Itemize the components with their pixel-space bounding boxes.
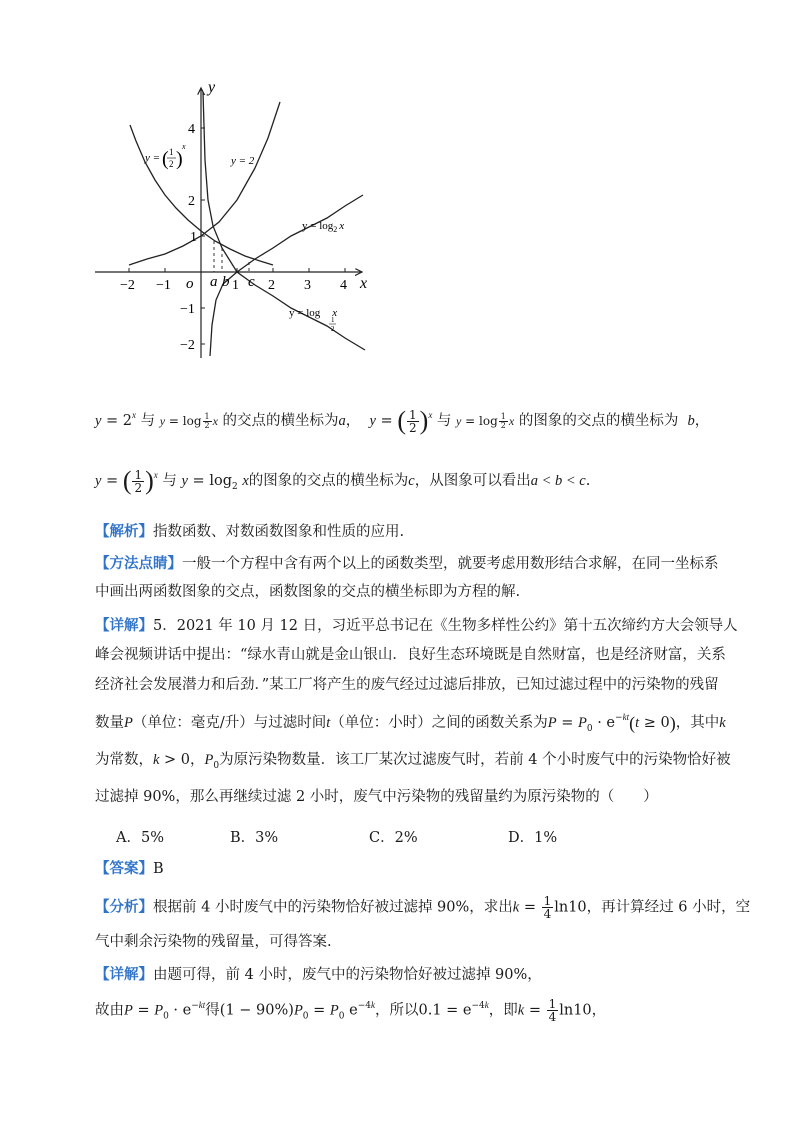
option-a[interactable]: A．5% <box>116 830 164 846</box>
y-tick-neg1: −1 <box>180 302 195 317</box>
detail-line-1: 【详解】由题可得，前 4 小时，废气中的污染物恰好被过滤掉 90%， <box>95 966 542 983</box>
y-tick-4: 4 <box>188 122 195 137</box>
y-axis-label: y <box>208 79 216 96</box>
mark-b: b <box>222 274 230 290</box>
question5-line-1: 【详解】5．2021 年 10 月 12 日，习近平总书记在《生物多样性公约》第十五次缔约方大会领导人 <box>95 617 738 634</box>
label-loghalf-base-num: 1 <box>331 316 335 324</box>
x-tick-4: 4 <box>340 278 347 293</box>
label-loghalf: y = log x <box>289 307 338 319</box>
label-halfexp-lparen: ( <box>162 148 169 170</box>
analysis-line-2: 气中剩余污染物的残留量，可得答案. <box>95 934 332 950</box>
method-line-1: 【方法点睛】一般一个方程中含有两个以上的函数类型，就要考虑用数形结合求解，在同一坐标系 <box>95 555 719 572</box>
function-graph <box>0 0 794 400</box>
x-axis-label: x <box>360 275 368 292</box>
mark-a: a <box>210 274 218 290</box>
x-tick-neg1: −1 <box>156 278 171 293</box>
x-tick-3: 3 <box>304 278 311 293</box>
detail-line-2: 故由$P = P_0 \cdot e^{-kt}$得$(1 - 90\%)P_0 = P_0$ $e^{-4k}$，所以$0.1 = e^{-4k}$，即k = $\frac{1}{4}$ ln10， <box>95 997 607 1024</box>
label-halfexp: y = <box>145 152 161 164</box>
x-tick-neg2: −2 <box>120 278 135 293</box>
x-tick-2: 2 <box>268 278 275 293</box>
intersection-line-1: $y = 2^x$ 与 y = log $\frac{1}{2}$ x 的交点的横坐标为a， y = ( $\frac{1}{2}$ )$^x$ 与 y = log $\frac{1}{2}$ x 的图象的交点的横坐标为 b， <box>95 406 710 435</box>
question5-line-6: 过滤掉 90%，那么再继续过滤 2 小时，废气中污染物的残留量约为原污染物的（ ） <box>95 789 658 805</box>
question5-line-3: 经济社会发展潜力和后劲．”某工厂将产生的废气经过过滤后排放，已知过滤过程中的污染物的残留 <box>95 677 719 693</box>
y-tick-neg2: −2 <box>180 338 195 353</box>
x-tick-1: 1 <box>232 278 239 293</box>
question5-line-4: 数量P（单位：毫克/升）与过滤时间t（单位：小时）之间的函数关系为$P = P_0 \cdot e^{-kt}(t \ge 0)$，其中k <box>95 712 726 734</box>
question5-line-5: 为常数，k > 0，$P_0$为原污染物数量．该工厂某次过滤废气时，若前 4 个小时废气中的污染物恰好被 <box>95 752 731 771</box>
question5-line-2: 峰会视频讲话中提出：“绿水青山就是金山银山．良好生态环境既是自然财富，也是经济财富，关系 <box>95 647 726 663</box>
option-b[interactable]: B．3% <box>230 830 279 846</box>
label-halfexp-rparen: ) <box>176 148 183 170</box>
option-c[interactable]: C．2% <box>369 830 418 846</box>
y-tick-1: 1 <box>190 230 197 245</box>
analysis-line-1: 【分析】根据前 4 小时废气中的污染物恰好被过滤掉 90%，求出k = $\frac{1}{4}$ ln10，再计算经过 6 小时，空 <box>95 894 751 921</box>
label-exp2: y = 2 <box>231 155 255 167</box>
origin-label: o <box>186 276 194 292</box>
answer-line: 【答案】B <box>95 860 164 877</box>
y-tick-2: 2 <box>188 194 195 209</box>
label-halfexp-den: 2 <box>169 159 174 169</box>
jiexi-line: 【解析】指数函数、对数函数图象和性质的应用. <box>95 523 405 540</box>
option-d[interactable]: D．1% <box>508 830 558 846</box>
label-loghalf-base-den: 2 <box>331 325 335 333</box>
method-line-2: 中画出两函数图象的交点，函数图象的交点的横坐标即为方程的解. <box>95 584 521 600</box>
intersection-line-2: y = ( $\frac{1}{2}$ )$^x$ 与 $y = \log_2 x$的图象的交点的横坐标为c，从图象可以看出a < b < c. <box>95 466 591 495</box>
label-log2: $y = \log_2 x$ <box>302 220 345 234</box>
mark-c: c <box>248 274 255 290</box>
label-halfexp-num: 1 <box>169 147 174 157</box>
label-halfexp-exp: x <box>182 142 186 151</box>
